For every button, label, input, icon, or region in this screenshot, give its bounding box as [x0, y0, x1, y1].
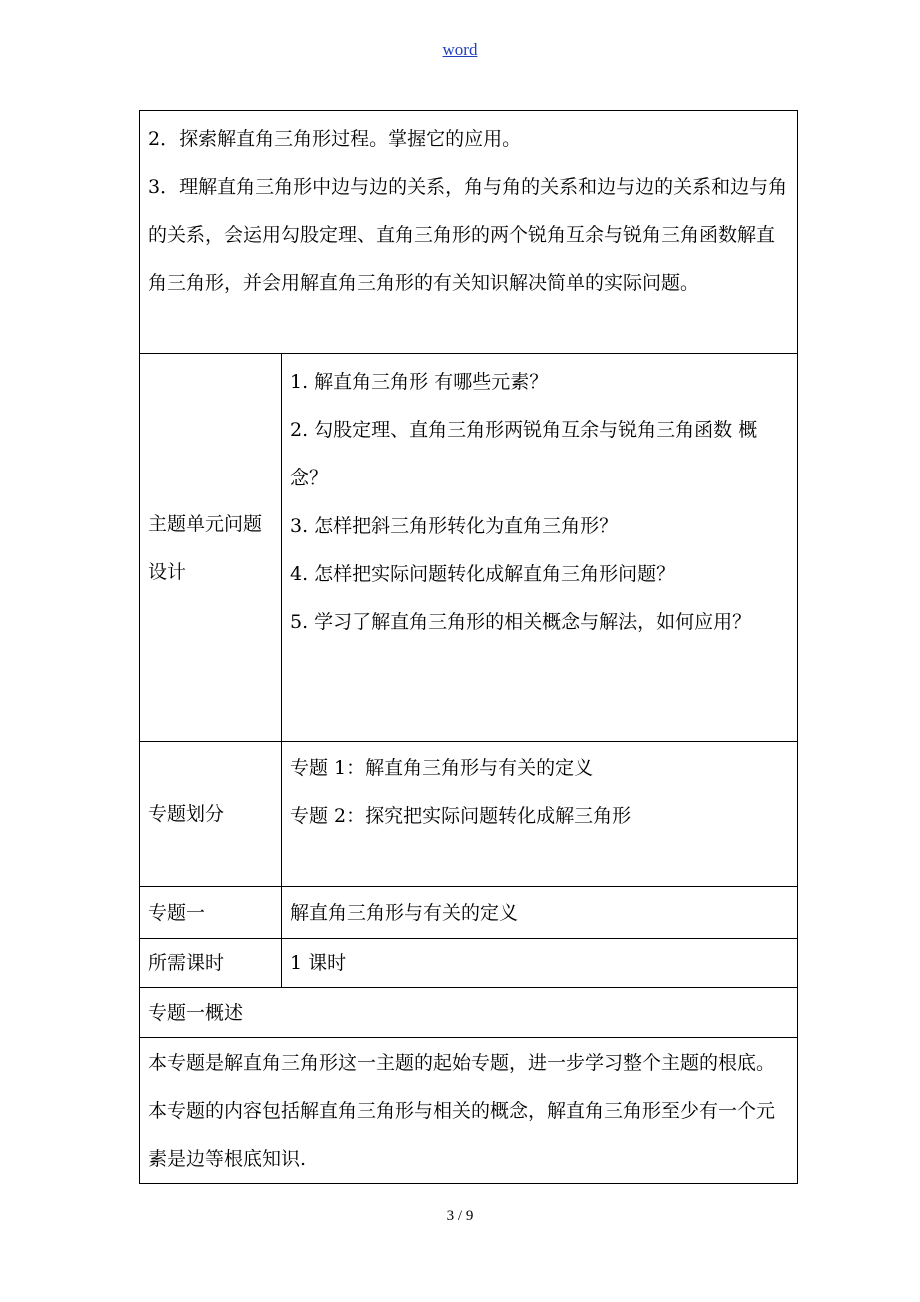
topic-1: 专题 1：解直角三角形与有关的定义 [290, 757, 594, 779]
question-5: 5. 学习了解直角三角形的相关概念与解法，如何应用？ [290, 611, 752, 633]
topic-one-value: 解直角三角形与有关的定义 [282, 887, 798, 939]
question-1: 1. 解直角三角形 有哪些元素？ [290, 371, 549, 393]
overview-label: 专题一概述 [140, 988, 798, 1038]
overview-text-row [140, 1038, 798, 1184]
objective-3: 3．理解直角三角形中边与边的关系，角与角的关系和边与边的关系和边与角的关系，会运用勾股定理、直角三角形的两个锐角互余与锐角三角函数解直角三角形，并会用解直角三角形的有关知识解决简单的实际问题。 [148, 176, 788, 294]
hours-label: 所需课时 [140, 939, 282, 988]
topic-division-list [282, 742, 798, 887]
hours-row [140, 939, 798, 988]
topic-one-label: 专题一 [140, 887, 282, 939]
topic-division-label: 专题划分 [140, 742, 282, 887]
unit-questions-row [140, 354, 798, 742]
topic-one-row [140, 887, 798, 939]
intro-row [140, 111, 798, 354]
unit-questions-list [282, 354, 798, 742]
overview-text: 本专题是解直角三角形这一主题的起始专题，进一步学习整个主题的根底。本专题的内容包括解直角三角形与相关的概念，解直角三角形至少有一个元素是边等根底知识. [140, 1038, 798, 1184]
header-word-link[interactable]: word [442, 40, 478, 59]
topic-2: 专题 2：探究把实际问题转化成解三角形 [290, 805, 632, 827]
question-3: 3. 怎样把斜三角形转化为直角三角形？ [290, 515, 619, 537]
question-2: 2. 勾股定理、直角三角形两锐角互余与锐角三角函数 概念？ [290, 419, 758, 489]
objective-2: 2．探索解直角三角形过程。掌握它的应用。 [148, 128, 522, 150]
unit-questions-label: 主题单元问题设计 [140, 354, 282, 742]
document-table [139, 110, 798, 1184]
topic-division-row [140, 742, 798, 887]
page-number: 3 / 9 [446, 1208, 474, 1224]
question-4: 4. 怎样把实际问题转化成解直角三角形问题？ [290, 563, 676, 585]
objectives-cell [140, 111, 798, 354]
hours-value: 1 课时 [282, 939, 798, 988]
overview-label-row [140, 988, 798, 1038]
